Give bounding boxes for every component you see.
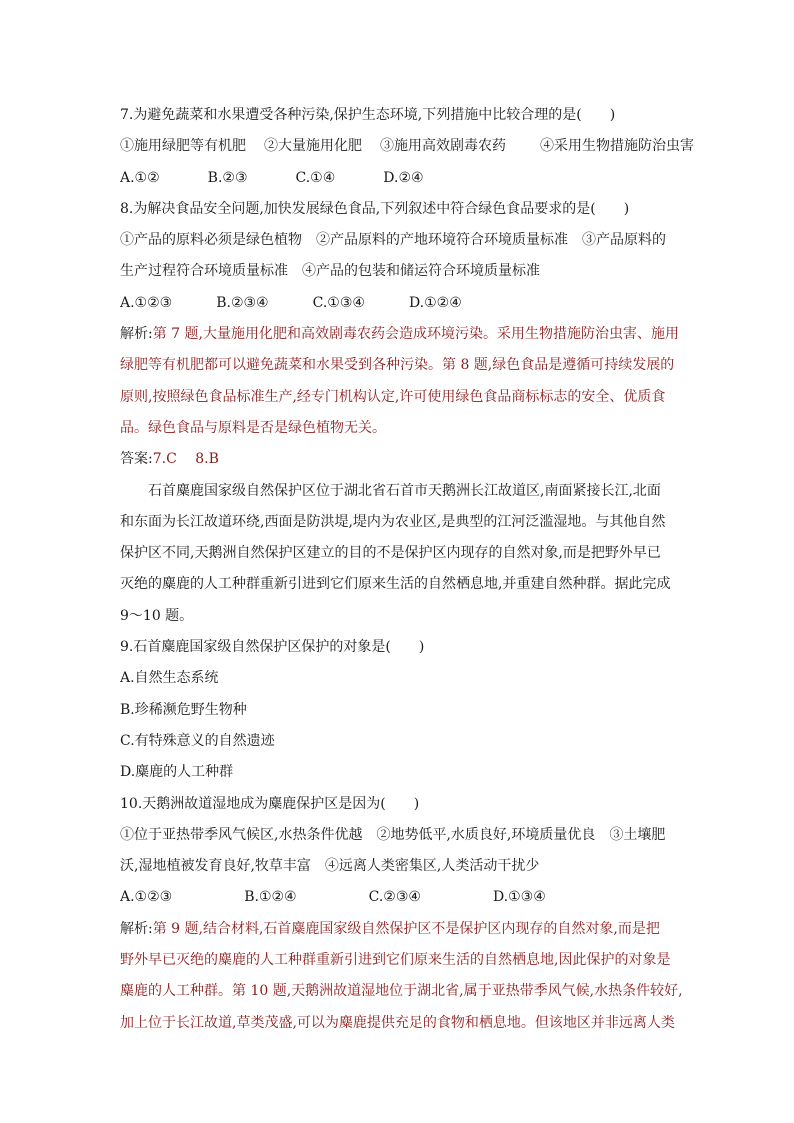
q8-items-line-2: 生产过程符合环境质量标准 ④产品的包装和储运符合环境质量标准 [120,263,540,280]
q7-item-1: ①施用绿肥等有机肥 [120,138,246,155]
analysis-2-line-1: 解析:第 9 题,结合材料,石首麋鹿国家级自然保护区不是保护区内现存的自然对象,而是把 [120,920,660,937]
answer-1 [120,444,714,475]
q7-items [120,131,714,162]
q8-options [120,288,714,319]
q10-items-line-2: 沃,湿地植被发育良好,牧草丰富 ④远离人类密集区,人类活动干扰少 [120,858,540,875]
q7-option-d: D.②④ [383,169,424,186]
q8-option-a: A.①②③ [120,294,173,311]
q7-option-c: C.①④ [295,169,336,186]
q8-option-b: B.②③④ [216,294,269,311]
q8-option-c: C.①③④ [312,294,365,311]
material-line-5: 9～10 题。 [120,607,194,624]
q8-stem: 8.为解决食品安全问题,加快发展绿色食品,下列叙述中符合绿色食品要求的是( ) [120,200,630,217]
analysis-1-label: 解析: [120,326,153,343]
q10-option-a: A.①②③ [120,889,173,906]
q7-option-a: A.①② [120,169,160,186]
q7-option-b: B.②③ [207,169,248,186]
analysis-2-line-4: 加上位于长江故道,草类茂盛,可以为麋鹿提供充足的食物和栖息地。但该地区并非远离人类 [120,1014,675,1031]
q7-item-3: ③施用高效剧毒农药 [380,138,506,155]
q8-option-d: D.①②④ [408,294,462,311]
material-line-3: 保护区不同,天鹅洲自然保护区建立的目的不是保护区内现存的自然对象,而是把野外早已 [120,545,661,562]
q10-items-line-1: ①位于亚热带季风气候区,水热条件优越 ②地势低平,水质良好,环境质量优良 ③土壤肥 [120,826,666,843]
material-line-4: 灭绝的麋鹿的人工种群重新引进到它们原来生活的自然栖息地,并重建自然种群。据此完成 [120,576,671,593]
answer-1-text: 7.C 8.B [152,451,219,468]
q10-option-c: C.②③④ [368,889,421,906]
material-line-2: 和东面为长江故道环绕,西面是防洪堤,堤内为农业区,是典型的江河泛滥湿地。与其他自然 [120,513,666,530]
q10-option-d: D.①③④ [492,889,546,906]
q9-option-b: B.珍稀濒危野生物种 [120,701,247,718]
q9-option-a: A.自然生态系统 [120,670,219,687]
q10-option-b: B.①②④ [244,889,297,906]
q10-stem: 10.天鹅洲故道湿地成为麋鹿保护区是因为( ) [120,795,420,812]
analysis-1-line-4: 品。绿色食品与原料是否是绿色植物无关。 [120,419,386,436]
analysis-1-line-1: 解析:第 7 题,大量施用化肥和高效剧毒农药会造成环境污染。采用生物措施防治虫害、施用 [120,326,679,343]
analysis-1-line-2: 绿肥等有机肥都可以避免蔬菜和水果受到各种污染。第 8 题,绿色食品是遵循可持续发展的 [120,357,675,374]
q7-item-4: ④采用生物措施防治虫害 [540,138,694,155]
q8-items-line-1: ①产品的原料必须是绿色植物 ②产品原料的产地环境符合环境质量标准 ③产品原料的 [120,232,666,249]
q7-stem: 7.为避免蔬菜和水果遭受各种污染,保护生态环境,下列措施中比较合理的是( ) [120,107,616,123]
q9-option-c: C.有特殊意义的自然遗迹 [120,732,275,749]
material-line-1: 石首麋鹿国家级自然保护区位于湖北省石首市天鹅洲长江故道区,南面紧接长江,北面 [148,482,661,499]
analysis-2-label: 解析: [120,920,153,937]
analysis-2-line-3: 麋鹿的人工种群。第 10 题,天鹅洲故道湿地位于湖北省,属于亚热带季风气候,水热条件较好, [120,983,683,1000]
analysis-2-line-2: 野外早已灭绝的麋鹿的人工种群重新引进到它们原来生活的自然栖息地,因此保护的对象是 [120,952,671,969]
analysis-1-line-3: 原则,按照绿色食品标准生产,经专门机构认定,许可使用绿色食品商标标志的安全、优质食 [120,388,666,405]
q7-item-2: ②大量施用化肥 [264,138,362,155]
q9-stem: 9.石首麋鹿国家级自然保护区保护的对象是( ) [120,639,425,656]
answer-1-label: 答案: [120,451,153,468]
q7-options [120,163,714,194]
q9-option-d: D.麋鹿的人工种群 [120,764,234,781]
q10-options [120,882,714,913]
